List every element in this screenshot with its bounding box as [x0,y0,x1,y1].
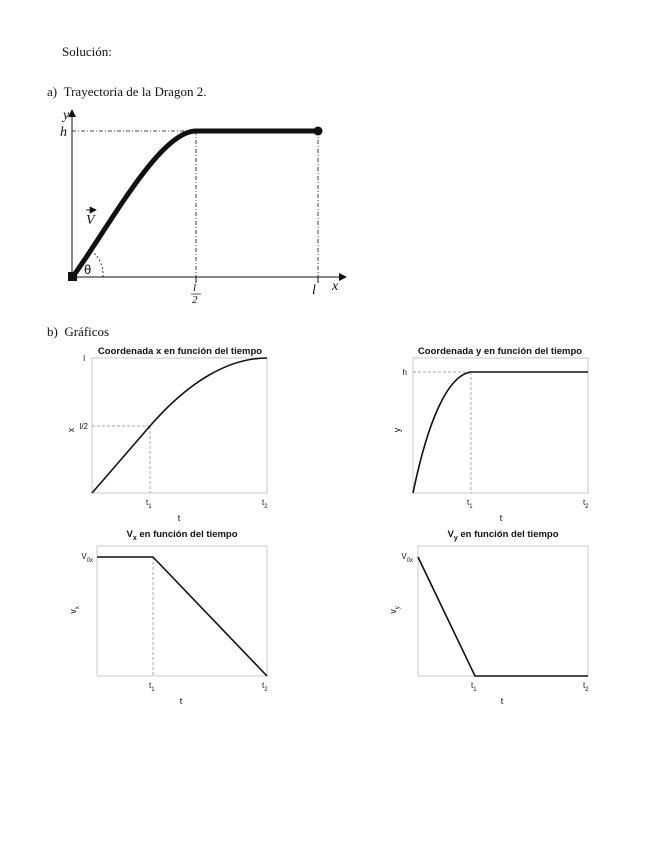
chart-vx-xtick-t1: $t_1$ [149,681,155,693]
chart-y-xtick-t1: $t_1$ [467,498,473,510]
chart-vx-xtick-t2: $t_2$ [262,681,268,693]
chart-vx-title: $V_x$ en función del tiempo [126,529,238,542]
x-axis-label: x [332,279,339,294]
angle-label: θ [84,262,92,277]
chart-vy-xtick-t1: $t_1$ [471,681,477,693]
chart-vy-title: $V_y$ en función del tiempo [447,529,559,542]
chart-vy-xtick-t2: $t_2$ [583,681,589,693]
chart-y-xtick-t2: $t_2$ [583,498,589,510]
chart-x-title: Coordenada x en función del tiempo [97,346,263,357]
l-label: l [312,283,316,298]
chart-vy-ylabel: $v_y$ [388,606,401,614]
chart-vx-xlabel: t [179,696,183,706]
half-numerator: l [193,282,197,294]
chart-vy-series [418,557,588,676]
chart-y-ylabel: y [392,427,402,433]
velocity-label: V [86,213,95,228]
chart-x-xtick-t1: $t_1$ [146,498,152,510]
chart-vx-ytick-v0x: $V_{0x}$ [81,552,93,564]
chart-x-ylabel: x [66,427,76,433]
part-a-label: a) [47,84,58,99]
part-a-title: Trayectoria de la Dragon 2. [63,84,207,99]
chart-x-ytick-l: l [83,354,85,363]
chart-y-title: Coordenada y en función del tiempo [417,346,583,357]
h-label: h [60,125,67,140]
y-axis-label: y [63,108,70,123]
part-b-title: Gráficos [64,324,110,339]
solution-heading: Solución: [62,44,112,59]
chart-vx-ylabel: $v_x$ [68,606,81,614]
chart-y-ytick-h: h [402,368,407,377]
half-denominator: 2 [192,294,198,306]
chart-x-ytick-half: l/2 [79,422,88,431]
chart-x-xlabel: t [177,513,181,523]
chart-vy-xlabel: t [500,696,504,706]
part-b-label: b) [47,324,58,339]
chart-x-xtick-t2: $t_2$ [262,498,268,510]
chart-y-xlabel: t [499,513,503,523]
chart-vy-ytick-v0x: $V_{0x}$ [401,552,413,564]
